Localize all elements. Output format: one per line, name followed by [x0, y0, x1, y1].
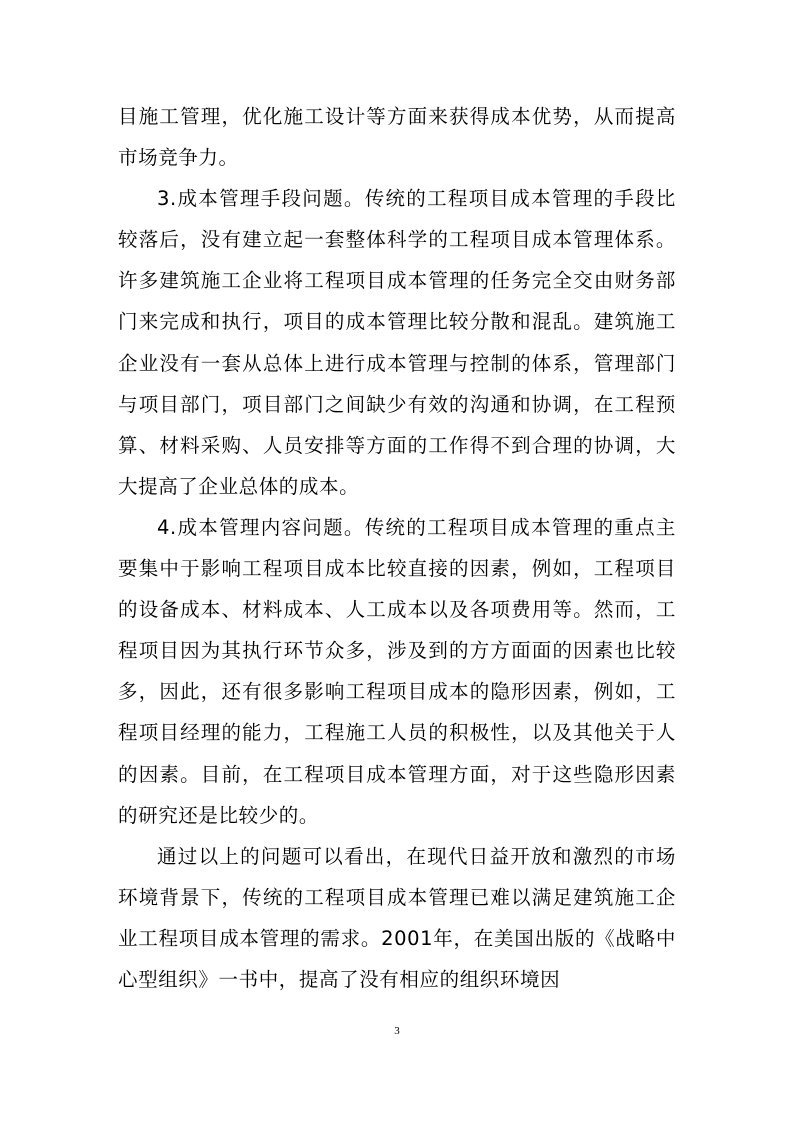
paragraph-summary: 通过以上的问题可以看出，在现代日益开放和激烈的市场环境背景下，传统的工程项目成本管理已难以满足建筑施工企业工程项目成本管理的需求。2001年，在美国出版的《战略中心型组织》一书中，提高了没有相应的组织环境因 — [118, 844, 676, 991]
body-text — [118, 96, 676, 1000]
page-number: 3 — [394, 1025, 400, 1037]
paragraph-cost-management-content: 4.成本管理内容问题。传统的工程项目成本管理的重点主要集中于影响工程项目成本比较直接的因素，例如，工程项目的设备成本、材料成本、人工成本以及各项费用等。然而，工程项目因为其执行环节众多，涉及到的方方面面的因素也比较多，因此，还有很多影响工程项目成本的隐形因素，例如，工程项目经理的能力，工程施工人员的积极性，以及其他关于人的因素。目前，在工程项目成本管理方面，对于这些隐形因素的研究还是比较少的。 — [118, 515, 676, 827]
paragraph-cost-management-means: 3.成本管理手段问题。传统的工程项目成本管理的手段比较落后，没有建立起一套整体科学的工程项目成本管理体系。许多建筑施工企业将工程项目成本管理的任务完全交由财务部门来完成和执行，项目的成本管理比较分散和混乱。建筑施工企业没有一套从总体上进行成本管理与控制的体系，管理部门与项目部门，项目部门之间缺少有效的沟通和协调，在工程预算、材料采购、人员安排等方面的工作得不到合理的协调，大大提高了企业总体的成本。 — [118, 187, 676, 498]
paragraph-continuation: 目施工管理，优化施工设计等方面来获得成本优势，从而提高市场竞争力。 — [118, 105, 676, 170]
